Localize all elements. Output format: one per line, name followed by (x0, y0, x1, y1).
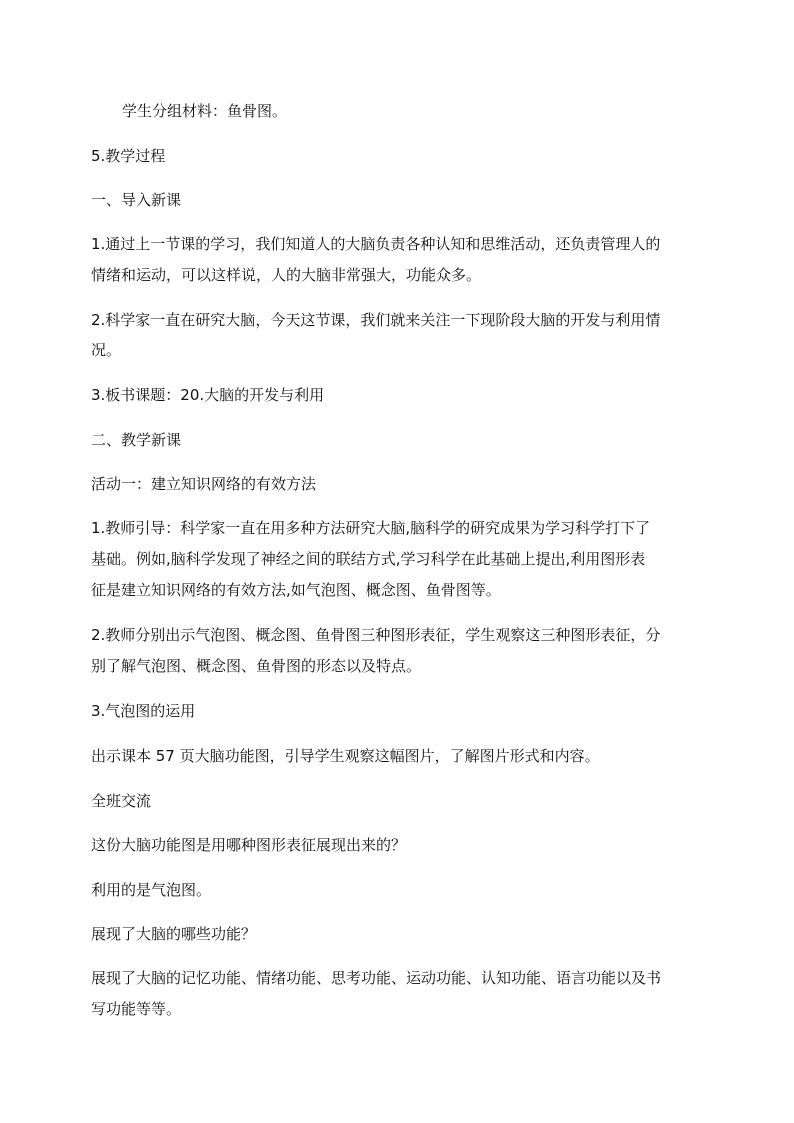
text-line: 全班交流 (91, 792, 152, 810)
text-line: 况。 (91, 341, 122, 359)
text-line: 基础。例如,脑科学发现了神经之间的联结方式,学习科学在此基础上提出,利用图形表 (91, 550, 646, 568)
heading-activity-one: 活动一：建立知识网络的有效方法 (91, 475, 317, 493)
text-line: 3.板书课题：20.大脑的开发与利用 (91, 386, 325, 404)
text-line: 1.通过上一节课的学习，我们知道人的大脑负责各种认知和思维活动，还负责管理人的 (91, 235, 661, 253)
text-line: 展现了大脑的哪些功能？ (91, 925, 257, 943)
text-line: 出示课本 57 页大脑功能图，引导学生观察这幅图片，了解图片形式和内容。 (91, 747, 600, 765)
text-line: 别了解气泡图、概念图、鱼骨图的形态以及特点。 (91, 657, 422, 675)
text-line: 展现了大脑的记忆功能、情绪功能、思考功能、运动功能、认知功能、语言功能以及书 (91, 969, 662, 987)
heading-new-lesson: 二、教学新课 (91, 431, 182, 449)
text-line: 2.教师分别出示气泡图、概念图、鱼骨图三种图形表征，学生观察这三种图形表征，分 (91, 626, 661, 644)
text-line-materials: 学生分组材料：鱼骨图。 (122, 102, 288, 120)
heading-intro: 一、导入新课 (91, 191, 182, 209)
text-line: 利用的是气泡图。 (91, 881, 212, 899)
heading-teaching-process: 5.教学过程 (91, 147, 166, 165)
text-line: 写功能等等。 (91, 1000, 182, 1018)
text-line: 情绪和运动，可以这样说，人的大脑非常强大，功能众多。 (91, 266, 482, 284)
text-line: 1.教师引导：科学家一直在用多种方法研究大脑,脑科学的研究成果为学习科学打下了 (91, 519, 651, 537)
text-line: 征是建立知识网络的有效方法,如气泡图、概念图、鱼骨图等。 (91, 581, 501, 599)
text-line: 2.科学家一直在研究大脑，今天这节课，我们就来关注一下现阶段大脑的开发与利用情 (91, 311, 661, 329)
text-line: 3.气泡图的运用 (91, 702, 196, 720)
text-line: 这份大脑功能图是用哪种图形表征展现出来的？ (91, 836, 407, 854)
